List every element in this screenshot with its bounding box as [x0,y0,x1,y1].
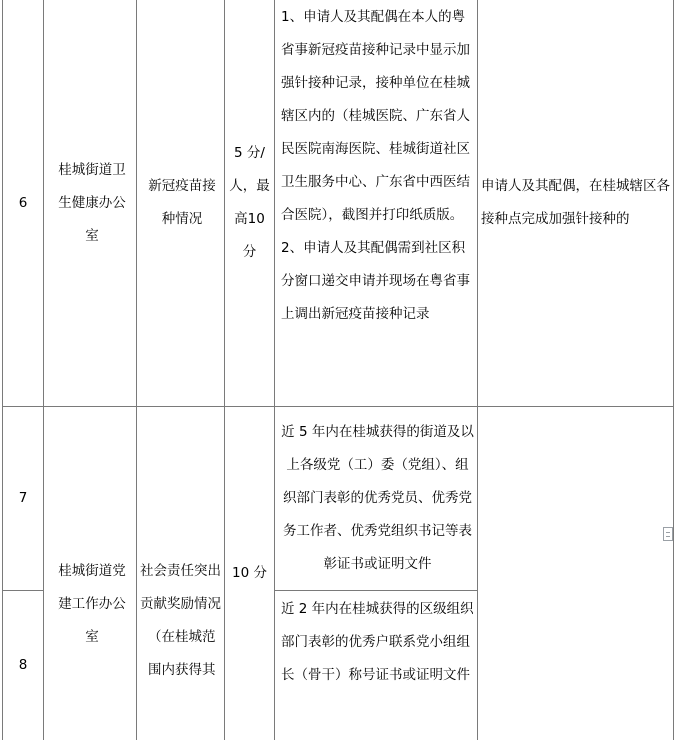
row-index: 7 [18,490,28,506]
document-icon[interactable] [663,527,673,541]
row-7-criteria-cell [278,407,476,590]
row-6-index-cell [3,0,43,406]
criteria-text: 近 5 年内在桂城获得的街道及以上各级党（工）委（党组）、组织部门表彰的优秀党员、优秀党务工作者、优秀党组织书记等表彰证书或证明文件 [281,424,474,572]
scoring-item-note: （在桂城范围内获得其 [148,629,216,678]
column-divider-2 [136,0,137,740]
row-6-department-cell [52,0,132,406]
merged-department-cell [52,555,132,665]
scoring-item: 新冠疫苗接种情况 [148,178,216,227]
score-rule: 10 分 [232,564,267,581]
row-6-criteria-cell [278,0,476,406]
column-divider-4 [274,0,275,740]
scoring-item: 社会责任突出贡献奖励情况 [140,563,221,612]
eligibility-note: 申请人及其配偶，在桂城辖区各接种点完成加强针接种的 [481,178,670,227]
column-divider-1 [43,0,44,740]
score-rule: 5 分/人，最高10 分 [229,145,270,260]
column-divider-3 [224,0,225,740]
row-6-item-cell [144,0,220,406]
row-8-criteria-cell [278,591,476,740]
row-index: 6 [18,194,28,211]
row-8-index-cell [3,591,43,740]
row-7-index-cell [3,407,43,590]
row-index: 8 [18,657,28,673]
merged-item-cell [140,555,222,740]
department-name: 桂城街道党建工作办公室 [58,563,126,645]
merged-score-cell [225,555,274,591]
criteria-item-2: 2、申请人及其配偶需到社区积分窗口递交申请并现场在粤省事上调出新冠疫苗接种记录 [281,240,470,322]
column-divider-5 [477,0,478,740]
row-6-score-cell [229,0,270,406]
department-name: 桂城街道卫生健康办公室 [58,161,126,244]
table-border-right [673,0,674,740]
criteria-item-1: 1、申请人及其配偶在本人的粤省事新冠疫苗接种记录中显示加强针接种记录，接种单位在桂城辖区内的（桂城医院、广东省人民医院南海医院、桂城街道社区卫生服务中心、广东省中西医结合医院），截图并打印纸质版。 [281,9,470,223]
row-6-note-cell [481,0,671,406]
criteria-text: 近 2 年内在桂城获得的区级组织部门表彰的优秀户联系党小组组长（骨干）称号证书或证明文件 [281,601,474,683]
